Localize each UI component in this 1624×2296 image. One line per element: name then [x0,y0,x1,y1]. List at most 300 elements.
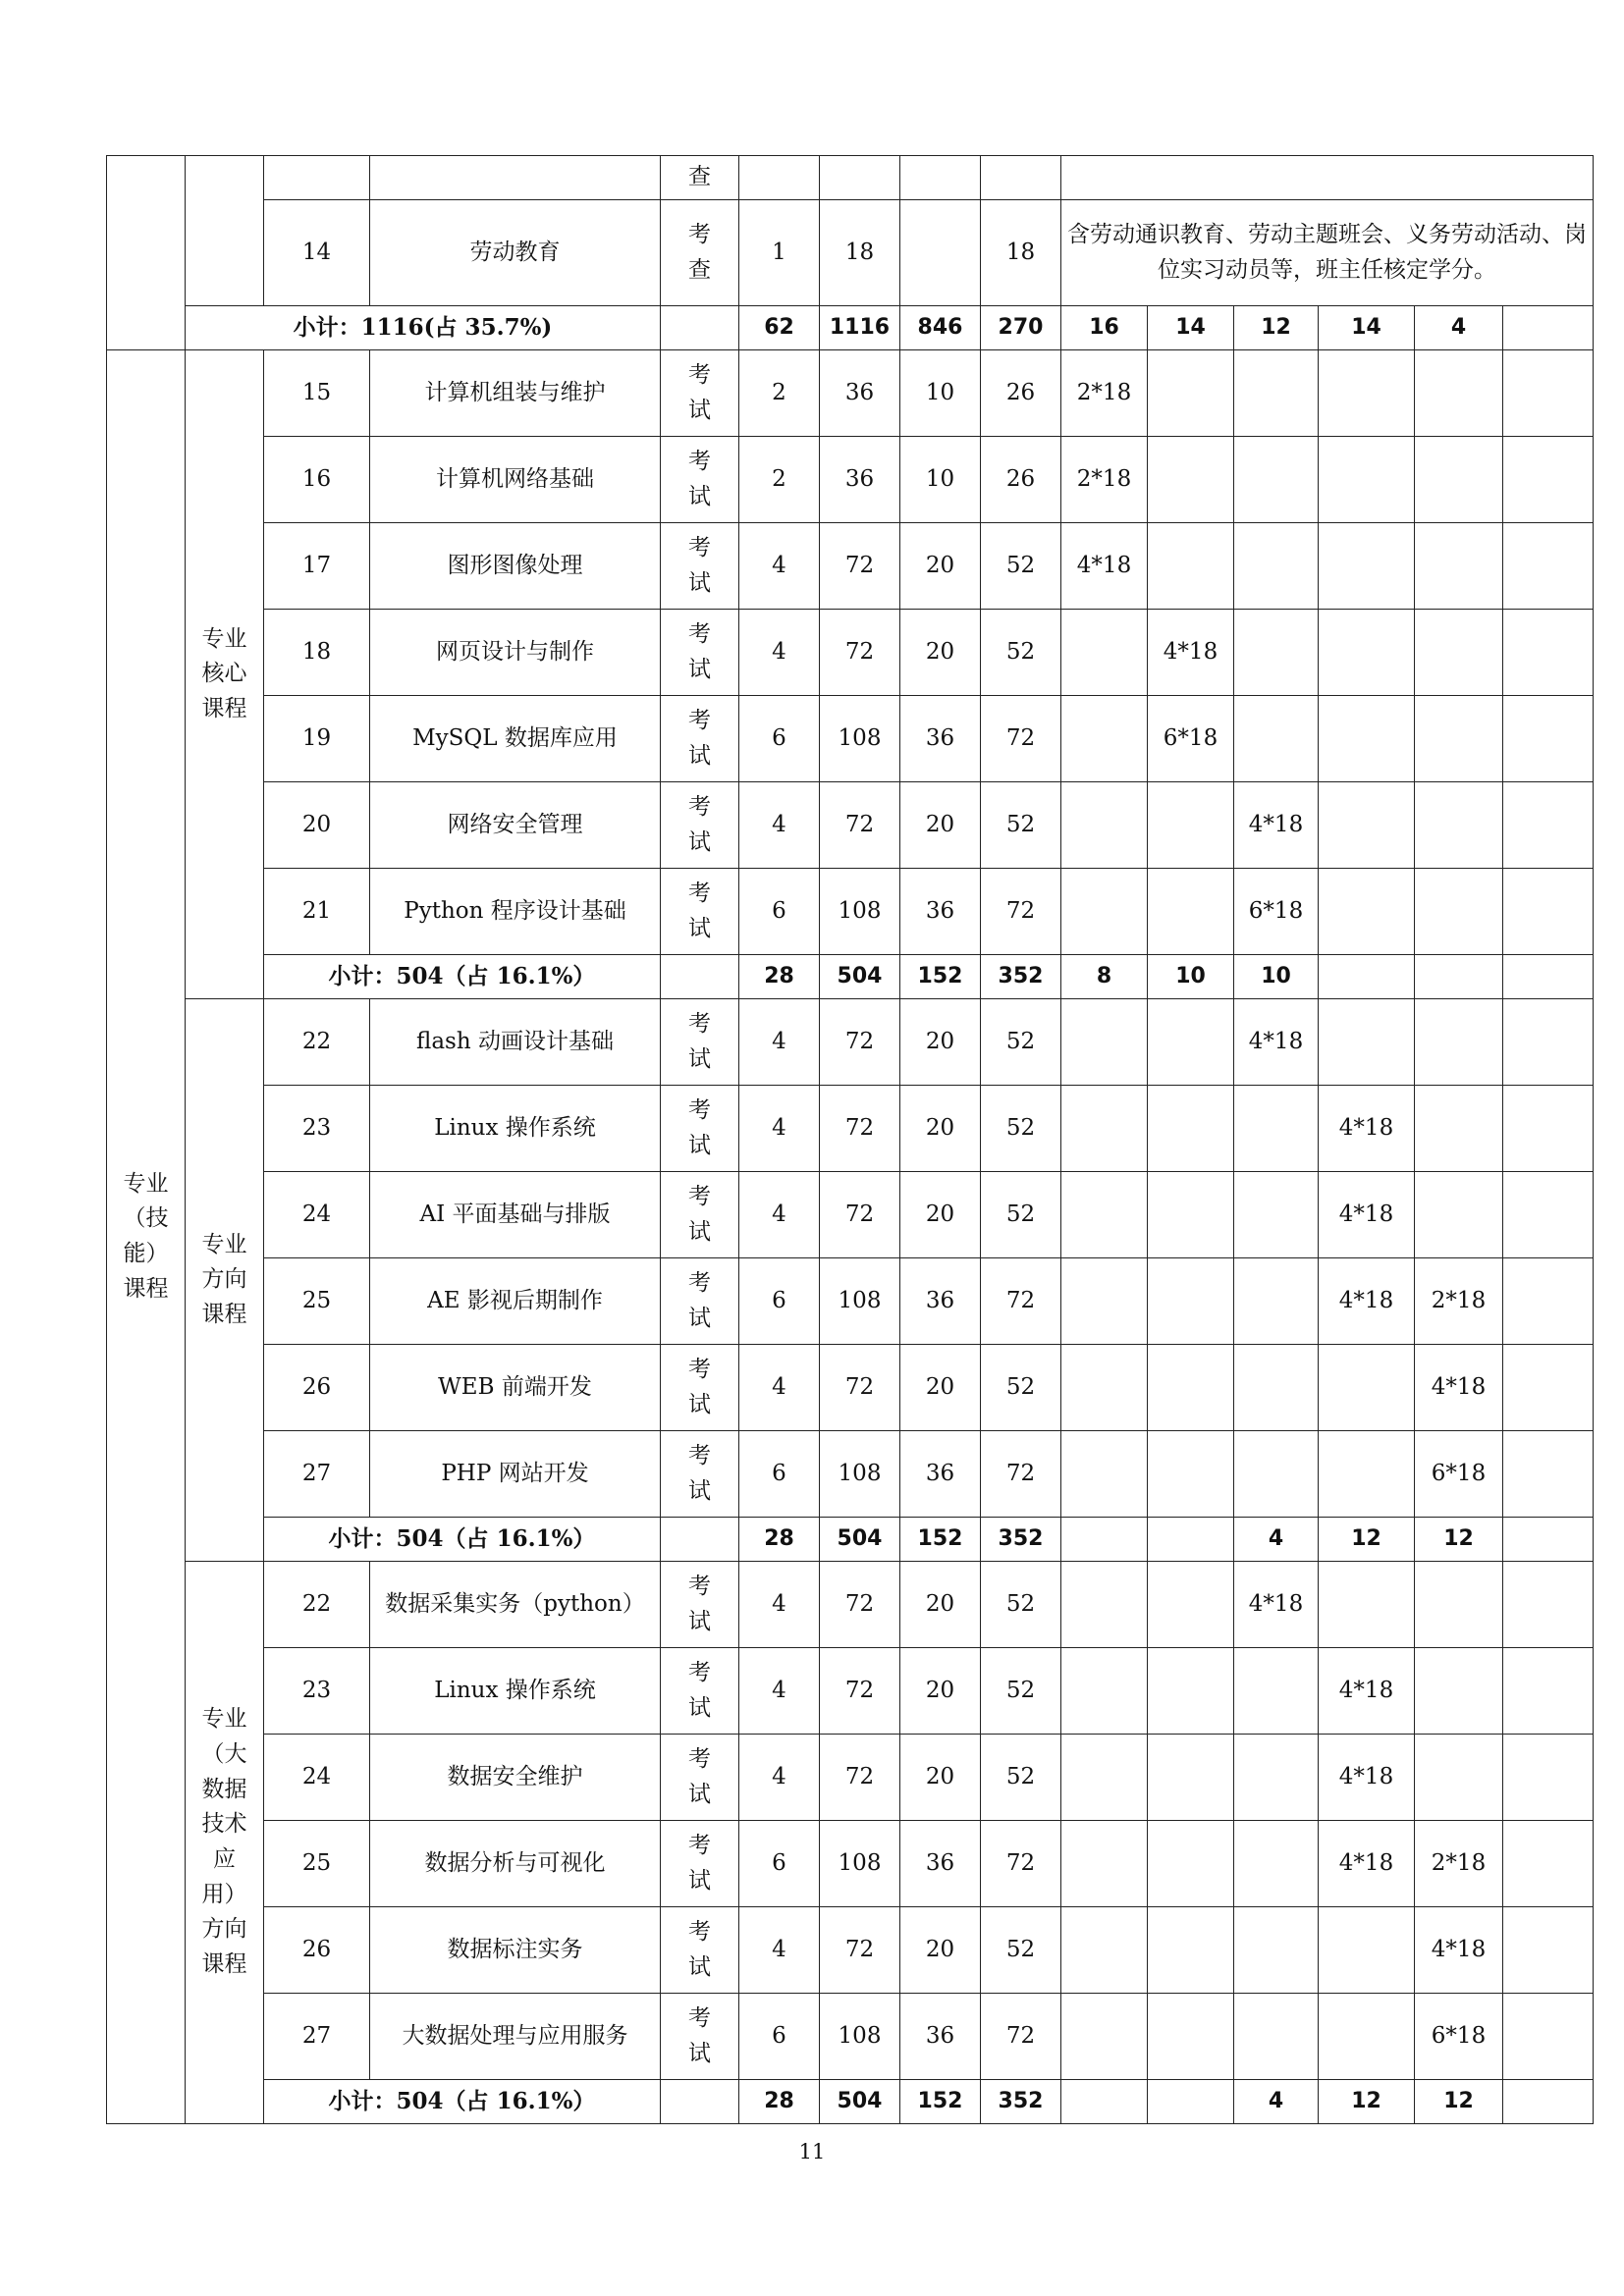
table-row [107,696,1594,782]
theory-hours-cell: 20 [900,1907,981,1994]
credit-cell: 4 [739,1735,820,1821]
extra-cell [1503,696,1594,782]
subtotal-row [107,955,1594,999]
subtotal-row [107,2080,1594,2124]
semester-2-cell: 10 [1148,955,1234,999]
course-name: 数据分析与可视化 [370,1821,661,1907]
table-row [107,1821,1594,1907]
credit-cell: 2 [739,350,820,437]
theory-hours-cell: 152 [900,1518,981,1562]
course-number [264,156,370,200]
semester-4-cell: 4*18 [1319,1258,1415,1345]
total-hours-cell: 108 [820,1258,900,1345]
credit-cell: 4 [739,1907,820,1994]
total-hours-cell [820,156,900,200]
semester-5-cell [1415,782,1503,869]
semester-5-cell: 6*18 [1415,1994,1503,2080]
course-name: 大数据处理与应用服务 [370,1994,661,2080]
semester-4-cell [1319,1345,1415,1431]
extra-cell [1503,1821,1594,1907]
theory-hours-cell: 152 [900,2080,981,2124]
extra-cell [1503,999,1594,1086]
theory-hours-cell: 20 [900,999,981,1086]
semester-3-cell: 6*18 [1234,869,1319,955]
course-number: 15 [264,350,370,437]
extra-cell [1503,1562,1594,1648]
subtotal-row [107,306,1594,350]
table-row [107,1648,1594,1735]
semester-1-cell [1061,1431,1148,1518]
practice-hours-cell: 52 [981,523,1061,610]
assessment-cell [661,1518,739,1562]
semester-2-cell [1148,1735,1234,1821]
semester-5-cell [1415,437,1503,523]
table-row [107,437,1594,523]
extra-cell [1503,306,1594,350]
semester-1-cell [1061,1086,1148,1172]
total-hours-cell: 504 [820,1518,900,1562]
extra-cell [1503,869,1594,955]
table-row [107,1431,1594,1518]
semester-2-cell: 6*18 [1148,696,1234,782]
semester-1-cell [1061,2080,1148,2124]
theory-hours-cell: 36 [900,1821,981,1907]
course-number: 26 [264,1907,370,1994]
assessment-cell [661,2080,739,2124]
assessment-cell [661,306,739,350]
semester-5-cell [1415,1562,1503,1648]
semester-1-cell [1061,869,1148,955]
course-name: MySQL 数据库应用 [370,696,661,782]
semester-2-cell: 4*18 [1148,610,1234,696]
credit-cell: 4 [739,782,820,869]
table-row [107,1907,1594,1994]
table-row [107,1994,1594,2080]
total-hours-cell: 108 [820,1821,900,1907]
course-number: 18 [264,610,370,696]
credit-cell: 4 [739,1648,820,1735]
semester-3-cell [1234,610,1319,696]
credit-cell: 6 [739,869,820,955]
semester-5-cell [1415,869,1503,955]
semester-5-cell [1415,1735,1503,1821]
semester-2-cell [1148,2080,1234,2124]
table-row [107,1172,1594,1258]
subtotal-label: 小计：504（占 16.1%） [264,2080,661,2124]
practice-hours-cell: 52 [981,1562,1061,1648]
semester-3-cell: 4 [1234,1518,1319,1562]
semester-4-cell: 12 [1319,1518,1415,1562]
semester-3-cell: 4*18 [1234,999,1319,1086]
course-number: 23 [264,1086,370,1172]
assessment-cell: 考 试 [661,1648,739,1735]
total-hours-cell: 108 [820,869,900,955]
table-row [107,1086,1594,1172]
assessment-cell: 考 试 [661,1431,739,1518]
extra-cell [1503,1735,1594,1821]
table-row [107,610,1594,696]
extra-cell [1503,955,1594,999]
practice-hours-cell: 72 [981,1258,1061,1345]
extra-cell [1503,2080,1594,2124]
semester-5-cell [1415,696,1503,782]
semester-2-cell [1148,1907,1234,1994]
semester-5-cell: 4*18 [1415,1907,1503,1994]
credit-cell: 1 [739,200,820,306]
course-name: AE 影视后期制作 [370,1258,661,1345]
course-name: 网络安全管理 [370,782,661,869]
semester-3-cell: 4 [1234,2080,1319,2124]
extra-cell [1503,1172,1594,1258]
semester-4-cell [1319,999,1415,1086]
semester-4-cell [1319,610,1415,696]
category-cell [107,156,186,350]
course-number: 24 [264,1172,370,1258]
semester-1-cell [1061,1562,1148,1648]
semester-4-cell [1319,782,1415,869]
theory-hours-cell: 36 [900,1431,981,1518]
assessment-cell: 考 试 [661,1172,739,1258]
semester-1-cell [1061,1258,1148,1345]
practice-hours-cell: 26 [981,437,1061,523]
note-cell: 含劳动通识教育、劳动主题班会、义务劳动活动、岗位实习动员等，班主任核定学分。 [1061,200,1594,306]
total-hours-cell: 18 [820,200,900,306]
course-number: 23 [264,1648,370,1735]
extra-cell [1503,1648,1594,1735]
course-name: 劳动教育 [370,200,661,306]
theory-hours-cell: 36 [900,1994,981,2080]
semester-2-cell [1148,1431,1234,1518]
course-name: 数据安全维护 [370,1735,661,1821]
group-category-cell: 专业 方向 课程 [186,999,264,1562]
semester-5-cell [1415,610,1503,696]
course-name: AI 平面基础与排版 [370,1172,661,1258]
semester-1-cell [1061,999,1148,1086]
course-number: 20 [264,782,370,869]
total-hours-cell: 1116 [820,306,900,350]
semester-1-cell: 8 [1061,955,1148,999]
semester-2-cell [1148,1172,1234,1258]
credit-cell: 4 [739,1345,820,1431]
semester-4-cell [1319,1994,1415,2080]
table-row [107,999,1594,1086]
subtotal-row [107,1518,1594,1562]
course-name: 计算机网络基础 [370,437,661,523]
course-number: 27 [264,1431,370,1518]
semester-5-cell [1415,523,1503,610]
credit-cell: 4 [739,523,820,610]
assessment-cell [661,955,739,999]
table-row [107,200,1594,306]
total-hours-cell: 108 [820,1431,900,1518]
course-number: 26 [264,1345,370,1431]
course-name: 网页设计与制作 [370,610,661,696]
semester-5-cell: 2*18 [1415,1258,1503,1345]
semester-3-cell [1234,1735,1319,1821]
semester-1-cell: 2*18 [1061,350,1148,437]
credit-cell: 6 [739,1258,820,1345]
semester-4-cell [1319,869,1415,955]
semester-1-cell [1061,610,1148,696]
practice-hours-cell: 52 [981,1648,1061,1735]
semester-3-cell [1234,1648,1319,1735]
course-name: PHP 网站开发 [370,1431,661,1518]
semester-3-cell [1234,350,1319,437]
credit-cell: 6 [739,696,820,782]
semester-2-cell [1148,1648,1234,1735]
semester-5-cell: 2*18 [1415,1821,1503,1907]
semester-2-cell [1148,1518,1234,1562]
theory-hours-cell: 152 [900,955,981,999]
assessment-cell: 考 试 [661,1821,739,1907]
semester-1-cell [1061,696,1148,782]
extra-cell [1503,1345,1594,1431]
semester-5-cell [1415,350,1503,437]
assessment-cell: 考 试 [661,782,739,869]
total-hours-cell: 108 [820,1994,900,2080]
semester-3-cell: 4*18 [1234,1562,1319,1648]
semester-1-cell: 4*18 [1061,523,1148,610]
semester-2-cell [1148,350,1234,437]
extra-cell [1503,1994,1594,2080]
total-hours-cell: 36 [820,350,900,437]
credit-cell: 28 [739,955,820,999]
semester-4-cell [1319,350,1415,437]
course-number: 21 [264,869,370,955]
course-number: 22 [264,1562,370,1648]
credit-cell: 28 [739,1518,820,1562]
semester-4-cell [1319,1431,1415,1518]
total-hours-cell: 504 [820,2080,900,2124]
assessment-cell: 考 试 [661,1086,739,1172]
assessment-cell: 考 试 [661,350,739,437]
total-hours-cell: 72 [820,1086,900,1172]
subtotal-label: 小计：504（占 16.1%） [264,1518,661,1562]
total-hours-cell: 72 [820,1172,900,1258]
credit-cell: 4 [739,999,820,1086]
semester-5-cell [1415,999,1503,1086]
semester-3-cell [1234,1821,1319,1907]
semester-5-cell: 4 [1415,306,1503,350]
theory-hours-cell: 20 [900,1345,981,1431]
theory-hours-cell: 20 [900,610,981,696]
theory-hours-cell: 20 [900,1086,981,1172]
credit-cell: 4 [739,610,820,696]
semester-3-cell [1234,1086,1319,1172]
semester-2-cell [1148,782,1234,869]
group-category-cell: 专业 核心 课程 [186,350,264,999]
semester-3-cell: 4*18 [1234,782,1319,869]
course-name: flash 动画设计基础 [370,999,661,1086]
extra-cell [1503,610,1594,696]
extra-cell [1503,1086,1594,1172]
semester-1-cell [1061,1518,1148,1562]
practice-hours-cell: 26 [981,350,1061,437]
table-row [107,869,1594,955]
table-row [107,782,1594,869]
total-hours-cell: 72 [820,999,900,1086]
semester-1-cell [1061,1907,1148,1994]
theory-hours-cell: 10 [900,437,981,523]
total-hours-cell: 72 [820,1345,900,1431]
semester-1-cell [1061,1735,1148,1821]
extra-cell [1503,350,1594,437]
subtotal-label: 小计：504（占 16.1%） [264,955,661,999]
practice-hours-cell: 52 [981,999,1061,1086]
semester-1-cell: 2*18 [1061,437,1148,523]
semester-4-cell [1319,1562,1415,1648]
practice-hours-cell: 352 [981,2080,1061,2124]
assessment-cell: 考 试 [661,1907,739,1994]
practice-hours-cell: 52 [981,1086,1061,1172]
theory-hours-cell: 20 [900,1562,981,1648]
assessment-cell: 考 试 [661,999,739,1086]
semester-3-cell [1234,1345,1319,1431]
semester-4-cell: 4*18 [1319,1735,1415,1821]
practice-hours-cell: 18 [981,200,1061,306]
semester-5-cell: 12 [1415,2080,1503,2124]
credit-cell: 6 [739,1994,820,2080]
semester-2-cell: 14 [1148,306,1234,350]
theory-hours-cell: 36 [900,1258,981,1345]
semester-2-cell [1148,1086,1234,1172]
practice-hours-cell: 72 [981,1821,1061,1907]
theory-hours-cell: 20 [900,1648,981,1735]
theory-hours-cell: 846 [900,306,981,350]
semester-4-cell: 4*18 [1319,1172,1415,1258]
semester-4-cell [1319,437,1415,523]
total-hours-cell: 504 [820,955,900,999]
course-table [106,155,1594,2124]
course-number: 14 [264,200,370,306]
semester-3-cell [1234,1431,1319,1518]
semester-4-cell: 12 [1319,2080,1415,2124]
theory-hours-cell: 20 [900,782,981,869]
practice-hours-cell [981,156,1061,200]
semester-4-cell: 4*18 [1319,1821,1415,1907]
note-cell [1061,156,1594,200]
course-name: Linux 操作系统 [370,1086,661,1172]
course-name: Linux 操作系统 [370,1648,661,1735]
extra-cell [1503,523,1594,610]
subcategory-cell [186,156,264,306]
semester-2-cell [1148,999,1234,1086]
practice-hours-cell: 72 [981,1994,1061,2080]
assessment-cell: 查 [661,156,739,200]
assessment-cell: 考 试 [661,1562,739,1648]
table-row [107,1562,1594,1648]
course-name: 数据采集实务（python） [370,1562,661,1648]
semester-2-cell [1148,869,1234,955]
theory-hours-cell: 36 [900,869,981,955]
theory-hours-cell: 10 [900,350,981,437]
assessment-cell: 考 试 [661,523,739,610]
semester-3-cell: 12 [1234,306,1319,350]
course-number: 19 [264,696,370,782]
course-number: 25 [264,1258,370,1345]
extra-cell [1503,437,1594,523]
total-hours-cell: 72 [820,1562,900,1648]
credit-cell: 28 [739,2080,820,2124]
course-name: 计算机组装与维护 [370,350,661,437]
course-number: 24 [264,1735,370,1821]
semester-2-cell [1148,1994,1234,2080]
course-name: WEB 前端开发 [370,1345,661,1431]
semester-3-cell [1234,1907,1319,1994]
practice-hours-cell: 72 [981,1431,1061,1518]
credit-cell: 62 [739,306,820,350]
semester-3-cell [1234,523,1319,610]
practice-hours-cell: 72 [981,696,1061,782]
semester-1-cell [1061,1172,1148,1258]
semester-4-cell [1319,696,1415,782]
total-hours-cell: 108 [820,696,900,782]
semester-5-cell [1415,955,1503,999]
course-name: Python 程序设计基础 [370,869,661,955]
credit-cell: 4 [739,1086,820,1172]
practice-hours-cell: 352 [981,955,1061,999]
page-number: 11 [798,2140,826,2163]
extra-cell [1503,782,1594,869]
semester-1-cell: 16 [1061,306,1148,350]
semester-3-cell [1234,1172,1319,1258]
semester-4-cell: 14 [1319,306,1415,350]
practice-hours-cell: 72 [981,869,1061,955]
total-hours-cell: 72 [820,1907,900,1994]
assessment-cell: 考 试 [661,696,739,782]
semester-4-cell: 4*18 [1319,1086,1415,1172]
subtotal-label: 小计：1116(占 35.7%) [186,306,661,350]
semester-3-cell [1234,437,1319,523]
extra-cell [1503,1907,1594,1994]
total-hours-cell: 72 [820,610,900,696]
semester-3-cell: 10 [1234,955,1319,999]
credit-cell: 6 [739,1821,820,1907]
course-name: 图形图像处理 [370,523,661,610]
table-row [107,1345,1594,1431]
table-row [107,523,1594,610]
practice-hours-cell: 270 [981,306,1061,350]
semester-5-cell: 6*18 [1415,1431,1503,1518]
credit-cell: 4 [739,1172,820,1258]
practice-hours-cell: 52 [981,1345,1061,1431]
semester-4-cell: 4*18 [1319,1648,1415,1735]
semester-1-cell [1061,1648,1148,1735]
semester-2-cell [1148,1562,1234,1648]
table-row [107,350,1594,437]
table-body [107,156,1594,2124]
assessment-cell: 考 试 [661,1258,739,1345]
course-number: 27 [264,1994,370,2080]
assessment-cell: 考 试 [661,869,739,955]
semester-2-cell [1148,1821,1234,1907]
semester-5-cell [1415,1086,1503,1172]
semester-5-cell: 12 [1415,1518,1503,1562]
outer-category-cell: 专业 （技 能） 课程 [107,350,186,2124]
credit-cell [739,156,820,200]
credit-cell: 4 [739,1562,820,1648]
assessment-cell: 考 试 [661,437,739,523]
theory-hours-cell [900,156,981,200]
table-row [107,156,1594,200]
practice-hours-cell: 52 [981,1735,1061,1821]
total-hours-cell: 72 [820,782,900,869]
theory-hours-cell: 20 [900,1735,981,1821]
practice-hours-cell: 52 [981,782,1061,869]
total-hours-cell: 72 [820,1648,900,1735]
semester-5-cell [1415,1648,1503,1735]
theory-hours-cell: 20 [900,1172,981,1258]
